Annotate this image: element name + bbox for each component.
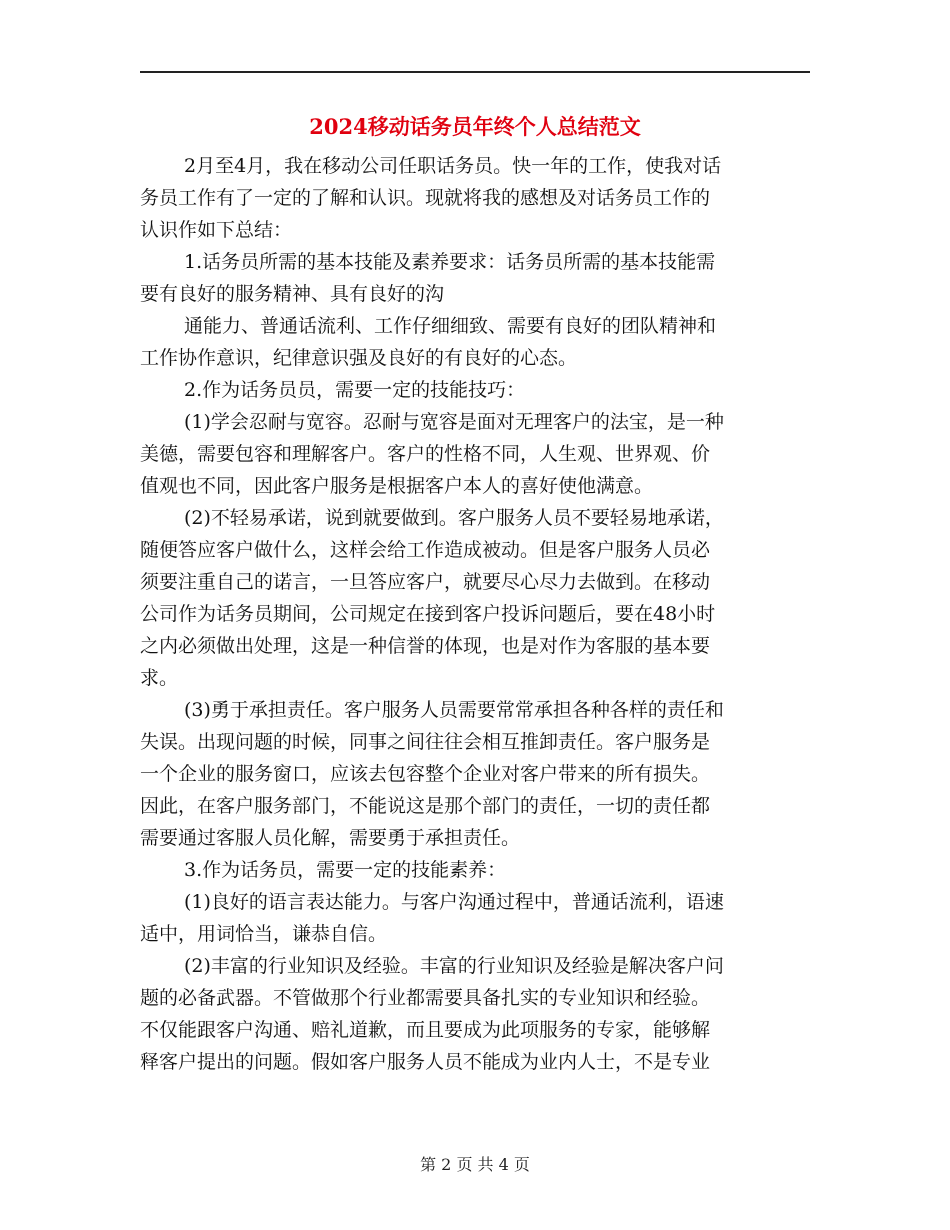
body-line: (2)丰富的行业知识及经验。丰富的行业知识及经验是解决客户问: [184, 955, 724, 977]
body-line: (1)学会忍耐与宽容。忍耐与宽容是面对无理客户的法宝，是一种: [184, 411, 724, 433]
body-line: 2.作为话务员员，需要一定的技能技巧：: [184, 379, 526, 401]
body-line: 1.话务员所需的基本技能及素养要求：话务员所需的基本技能需: [184, 251, 716, 273]
body-line: 工作协作意识，纪律意识强及良好的有良好的心态。: [140, 347, 578, 369]
body-line: (3)勇于承担责任。客户服务人员需要常常承担各种各样的责任和: [184, 699, 724, 721]
body-line: (2)不轻易承诺，说到就要做到。客户服务人员不要轻易地承诺，: [184, 507, 724, 529]
body-line: 释客户提出的问题。假如客户服务人员不能成为业内人士，不是专业: [140, 1051, 711, 1073]
body-line: 认识作如下总结：: [140, 219, 293, 241]
body-line: 随便答应客户做什么，这样会给工作造成被动。但是客户服务人员必: [140, 539, 711, 561]
header-rule: [140, 71, 810, 73]
body-line: 通能力、普通话流利、工作仔细细致、需要有良好的团队精神和: [184, 315, 717, 337]
body-line: (1)良好的语言表达能力。与客户沟通过程中，普通话流利，语速: [184, 891, 724, 913]
body-line: 须要注重自己的诺言，一旦答应客户，就要尽心尽力去做到。在移动: [140, 571, 711, 593]
body-line: 不仅能跟客户沟通、赔礼道歉，而且要成为此项服务的专家，能够解: [140, 1019, 711, 1041]
body-line: 值观也不同，因此客户服务是根据客户本人的喜好使他满意。: [140, 475, 654, 497]
body-line: 3.作为话务员，需要一定的技能素养：: [184, 859, 507, 881]
body-line: 失误。出现问题的时候，同事之间往往会相互推卸责任。客户服务是: [140, 731, 711, 753]
document-body: [140, 150, 812, 1078]
body-line: 题的必备武器。不管做那个行业都需要具备扎实的专业知识和经验。: [140, 987, 711, 1009]
document-title: 2024移动话务员年终个人总结范文: [309, 114, 641, 139]
body-line: 2月至4月，我在移动公司任职话务员。快一年的工作，使我对话: [184, 155, 722, 177]
page-number-footer: 第 2 页 共 4 页: [420, 1155, 530, 1174]
body-line: 之内必须做出处理，这是一种信誉的体现，也是对作为客服的基本要: [140, 635, 711, 657]
body-line: 务员工作有了一定的了解和认识。现就将我的感想及对话务员工作的: [140, 187, 711, 209]
body-line: 公司作为话务员期间，公司规定在接到客户投诉问题后，要在48小时: [140, 603, 716, 625]
body-line: 美德，需要包容和理解客户。客户的性格不同，人生观、世界观、价: [140, 443, 711, 465]
body-line: 适中，用词恰当，谦恭自信。: [140, 923, 388, 945]
body-line: 要有良好的服务精神、具有良好的沟: [140, 283, 445, 305]
body-line: 需要通过客服人员化解，需要勇于承担责任。: [140, 827, 521, 849]
body-line: 求。: [140, 667, 179, 689]
body-line: 因此，在客户服务部门，不能说这是那个部门的责任，一切的责任都: [140, 795, 711, 817]
body-line: 一个企业的服务窗口，应该去包容整个企业对客户带来的所有损失。: [140, 763, 711, 785]
